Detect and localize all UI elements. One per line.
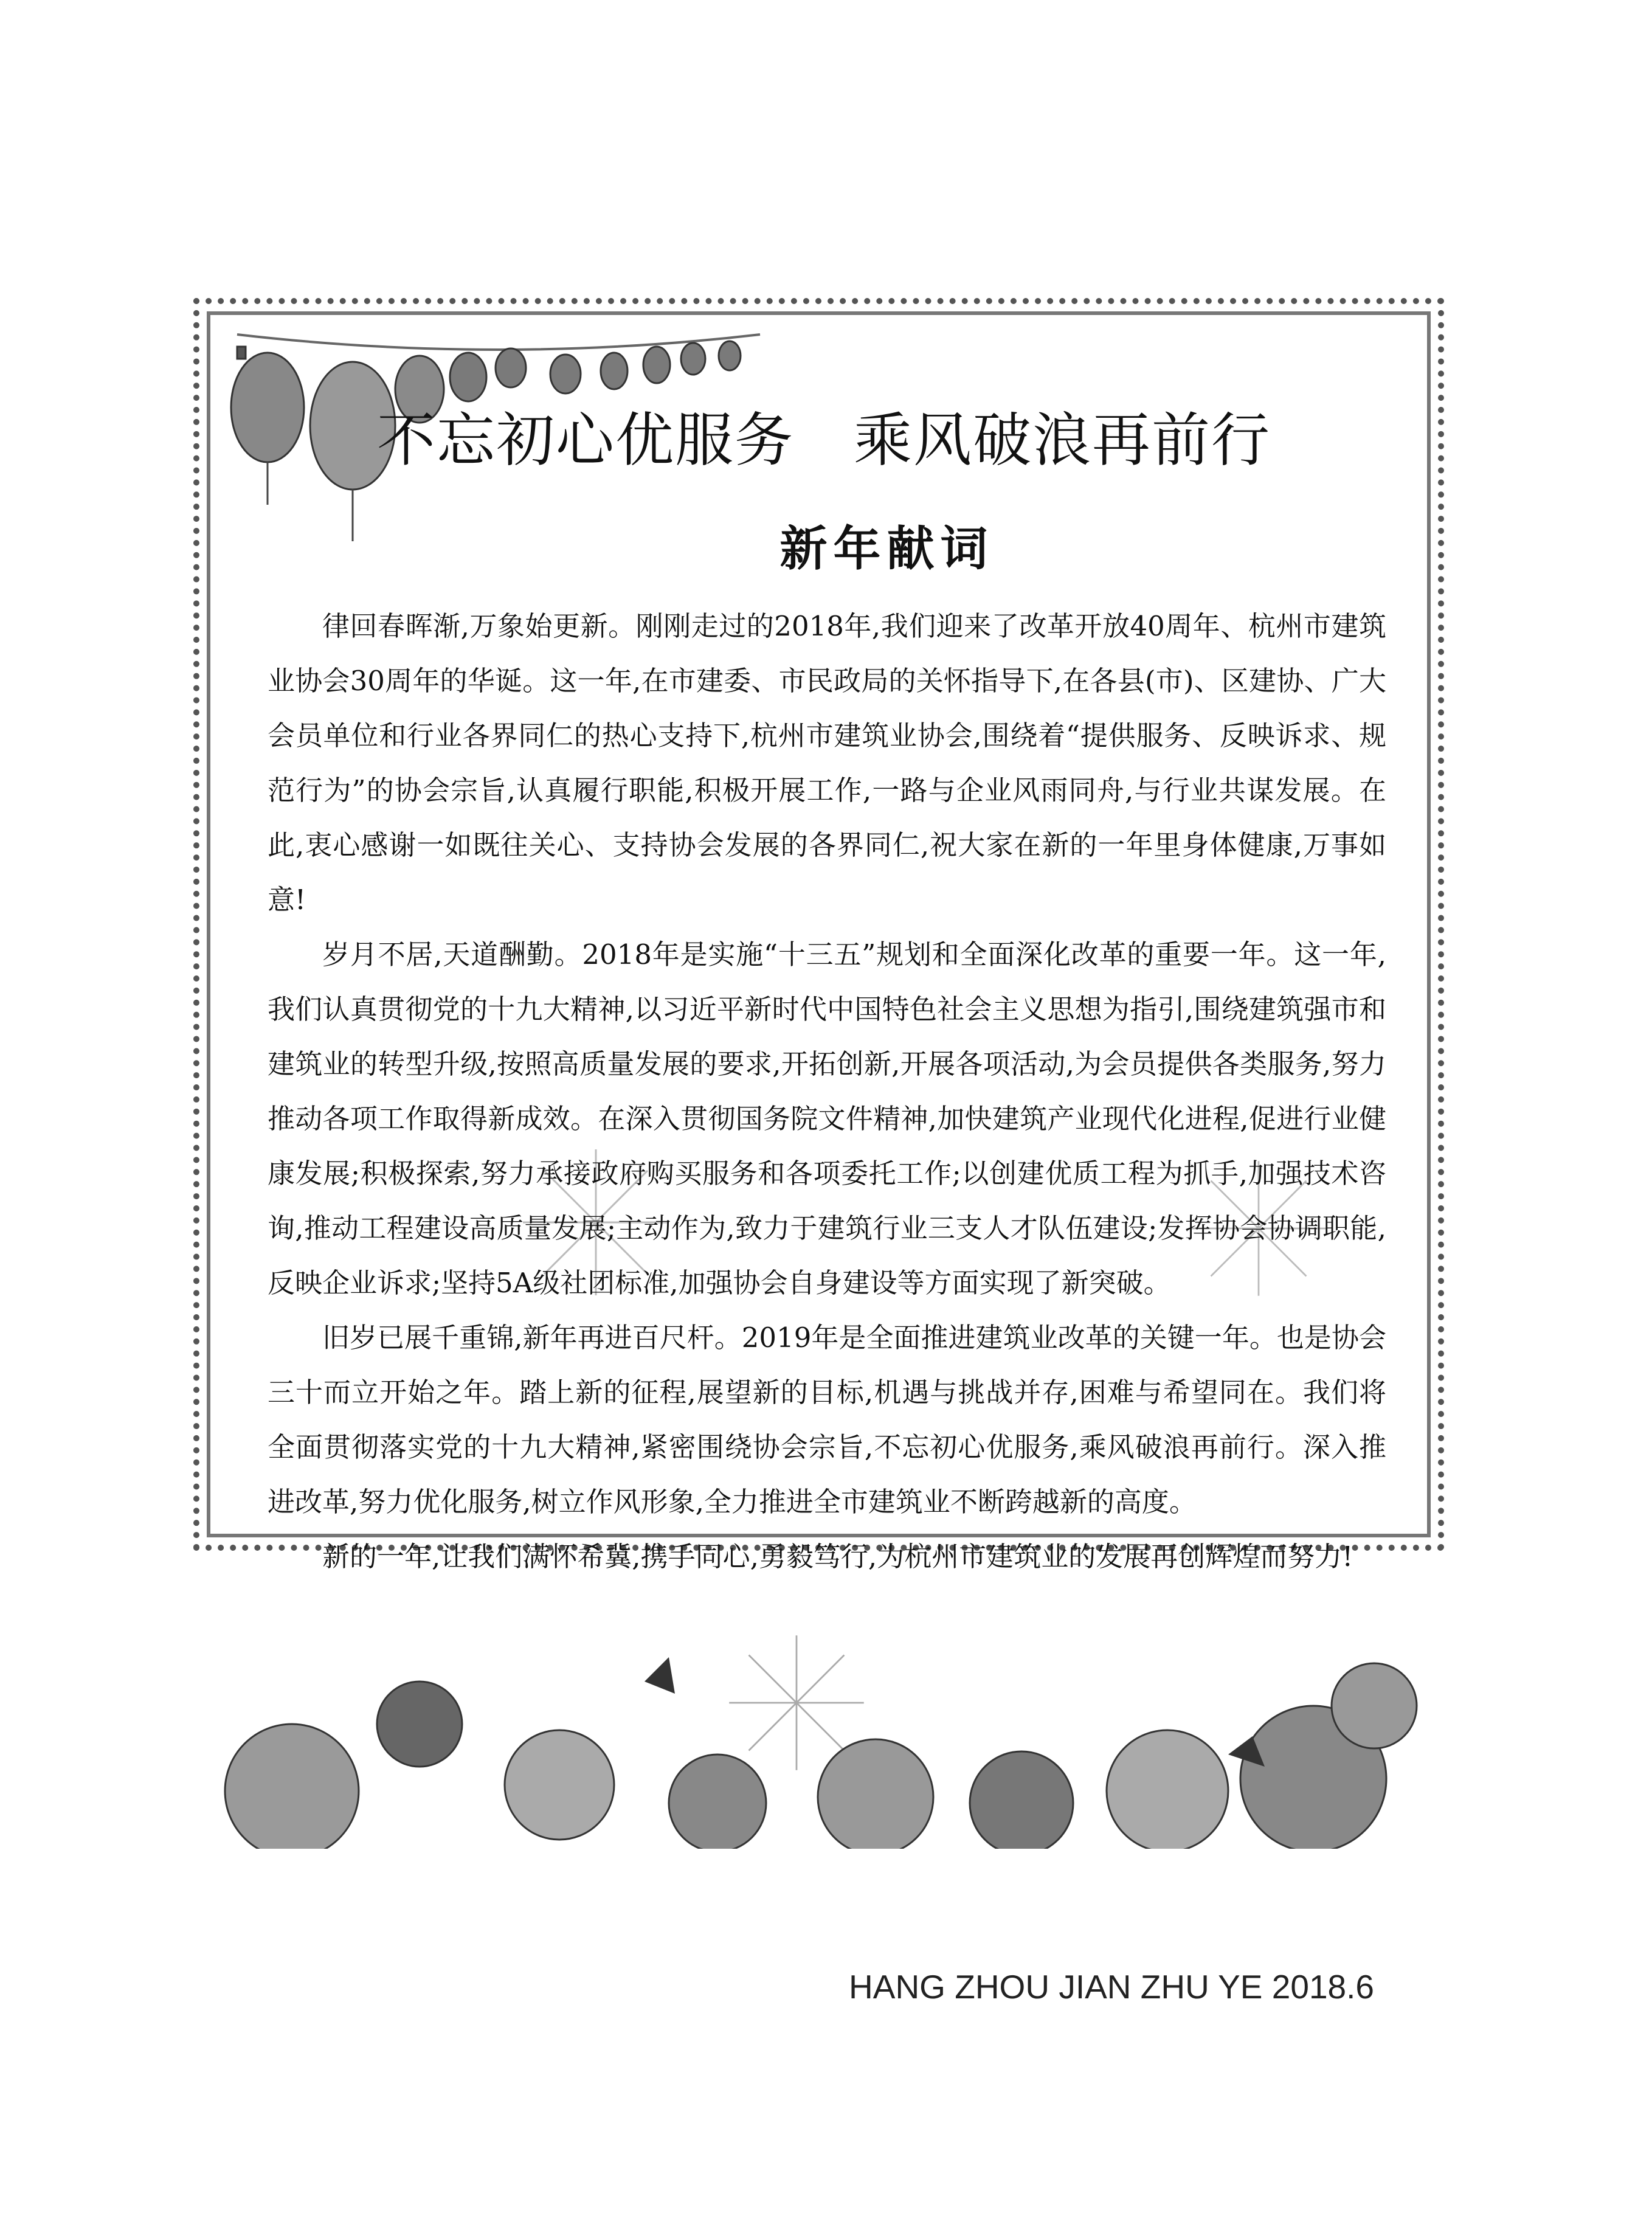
paragraph: 旧岁已展千重锦,新年再进百尺杆。2019年是全面推进建筑业改革的关键一年。也是协会三十而立开始之年。踏上新的征程,展望新的目标,机遇与挑战并存,困难与希望同在。我们将全面贯彻落实党的十九大精神,紧密围绕协会宗旨,不忘初心优服务,乘风破浪再前行。深入推进改革,努力优化服务,树立作风形象,全力推进全市建筑业不断跨越新的高度。 bbox=[268, 1321, 1386, 1518]
paragraph: 岁月不居,天道酬勤。2018年是实施“十三五”规划和全面深化改革的重要一年。这一年,我们认真贯彻党的十九大精神,以习近平新时代中国特色社会主义思想为指引,围绕建筑强市和建筑业的转型升级,按照高质量发展的要求,开拓创新,开展各项活动,为会员提供各类服务,努力推动各项工作取得新成效。在深入贯彻国务院文件精神,加快建筑产业现代化进程,促进行业健康发展;积极探索,努力承接政府购买服务和各项委托工作;以创建优质工程为抓手,加强技术咨询,推动工程建设高质量发展;主动作为,致力于建筑行业三支人才队伍建设;发挥协会协调职能,反映企业诉求;坚持5A级社团标准,加强协会自身建设等方面实现了新突破。 bbox=[268, 938, 1386, 1299]
article-body bbox=[268, 599, 1386, 1584]
paragraph: 律回春晖渐,万象始更新。刚刚走过的2018年,我们迎来了改革开放40周年、杭州市建筑业协会30周年的华诞。这一年,在市建委、市民政局的关怀指导下,在各县(市)、区建协、广大会员单位和行业各界同仁的热心支持下,杭州市建筑业协会,围绕着“提供服务、反映诉求、规范行为”的协会宗旨,认真履行职能,积极开展工作,一路与企业风雨同舟,与行业共谋发展。在此,衷心感谢一如既往关心、支持协会发展的各界同仁,祝大家在新的一年里身体健康,万事如意! bbox=[268, 610, 1386, 916]
page-subtitle: 新年献词 bbox=[779, 521, 994, 577]
paragraph: 新的一年,让我们满怀希冀,携手同心,勇毅笃行,为杭州市建筑业的发展再创辉煌而努力! bbox=[322, 1540, 1353, 1573]
page-title: 不忘初心优服务 乘风破浪再前行 bbox=[377, 406, 1271, 474]
flowers-decoration bbox=[219, 1630, 1435, 1849]
page-footer: HANG ZHOU JIAN ZHU YE 2018.6 bbox=[849, 1968, 1374, 2006]
